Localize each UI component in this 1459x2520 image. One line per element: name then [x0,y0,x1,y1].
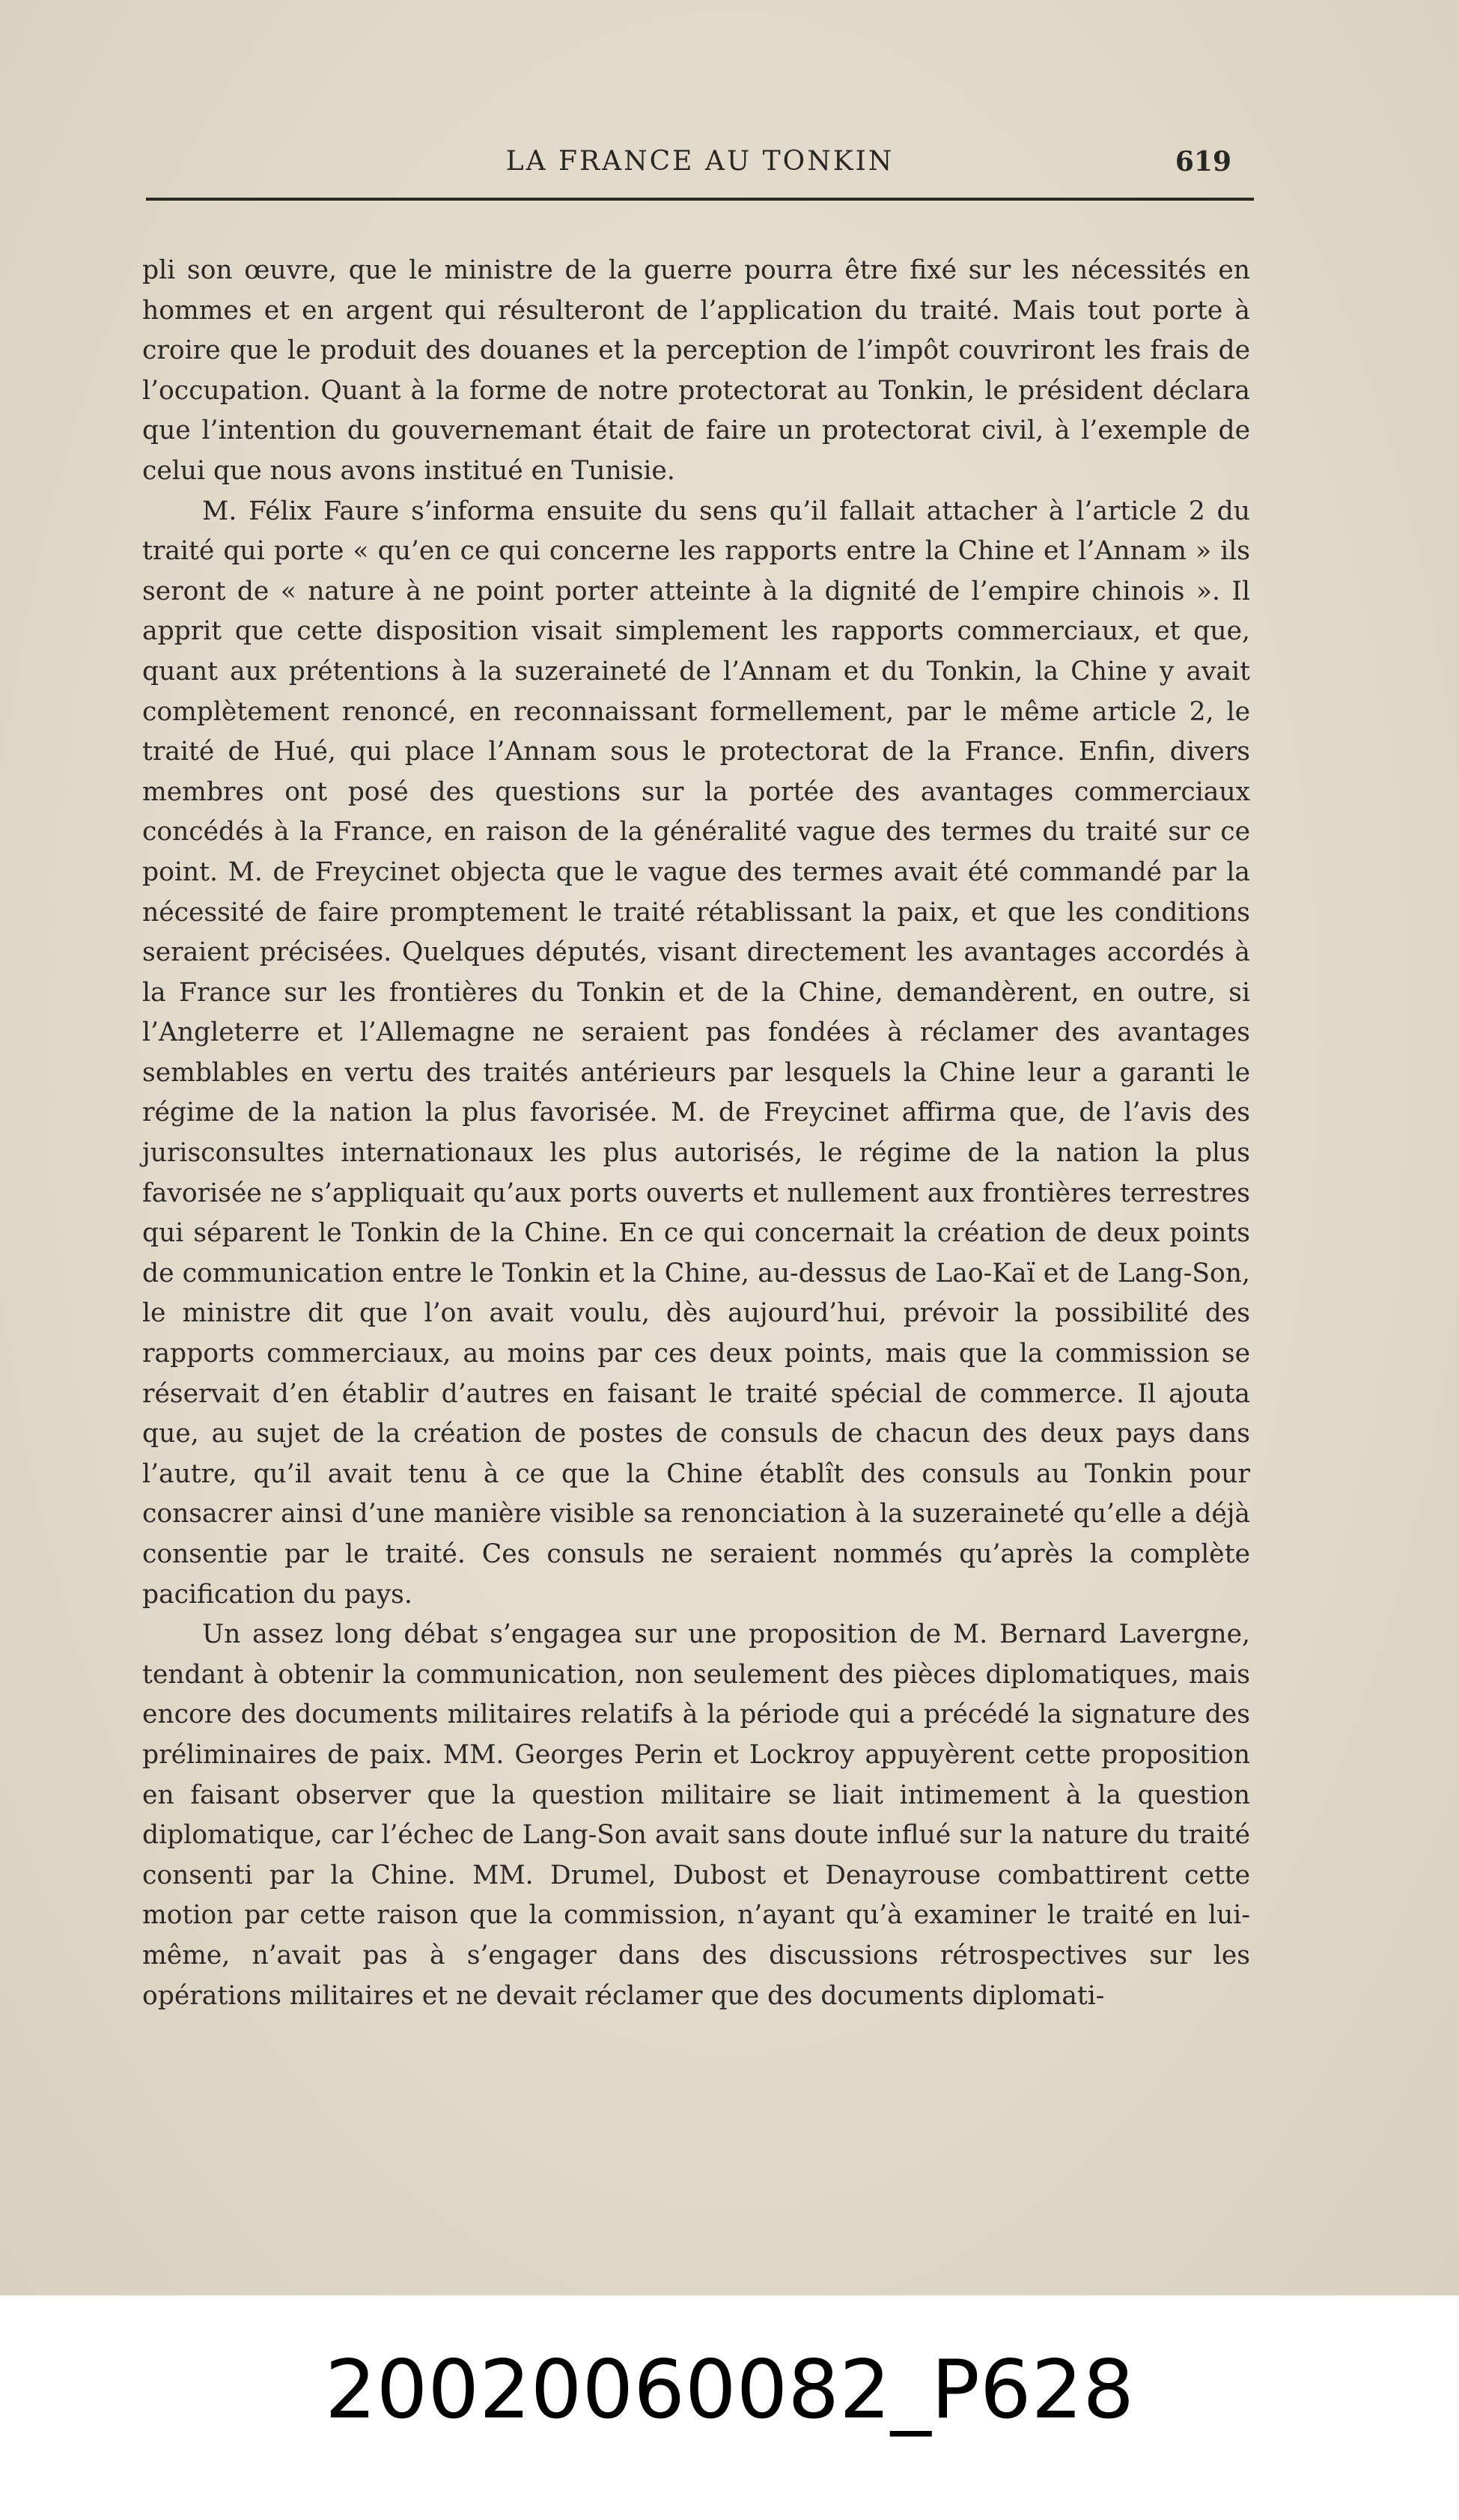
archive-id-label: 20020060082_P628 [324,2343,1135,2437]
header-rule [146,198,1254,201]
paragraph-debat: Un assez long débat s’engagea sur une proposition de M. Bernard Lavergne, tendant à obtenir la communication, non seulement des pièces diplomatiques, mais encore des documents militaires relatifs à la période qui a précédé la signature des préliminaires de paix. MM. Georges Perin et Lockroy appuyèrent cette proposition en faisant observer que la question militaire se liait intimement à la question diplomatique, car l’échec de Lang-Son avait sans doute influé sur la nature du traité consenti par la Chine. MM. Drumel, Dubost et Denayrouse combattirent cette motion par cette raison que la commission, n’ayant qu’à examiner le traité en lui-même, n’avait pas à s’engager dans des discussions rétrospectives sur les opérations militaires et ne devait réclamer que des documents diplomati- [142,1619,1250,2011]
running-title: LA FRANCE AU TONKIN [505,146,895,177]
body-text [142,251,1250,2016]
paragraph-continuation: pli son œuvre, que le ministre de la guerre pourra être fixé sur les nécessités en hommes et en argent qui résulteront de l’application du traité. Mais tout porte à croire que le produit des douanes et la perception de l’impôt couvriront les frais de l’occupation. Quant à la forme de notre protectorat au Tonkin, le président déclara que l’intention du gouvernemant était de faire un protectorat civil, à l’exemple de celui que nous avons institué en Tunisie. [142,255,1250,486]
page-number: 619 [1175,146,1231,177]
running-head [146,139,1254,184]
paragraph-felix-faure: M. Félix Faure s’informa ensuite du sens qu’il fallait attacher à l’article 2 du traité qui porte « qu’en ce qui concerne les rapports entre la Chine et l’Annam » ils seront de « nature à ne point porter atteinte à la dignité de l’empire chinois ». Il apprit que cette disposition visait simplement les rapports commerciaux, et que, quant aux prétentions à la suzeraineté de l’Annam et du Tonkin, la Chine y avait complètement renoncé, en reconnaissant formellement, par le même article 2, le traité de Hué, qui place l’Annam sous le protectorat de la France. Enfin, divers membres ont posé des questions sur la portée des avantages commerciaux concédés à la France, en raison de la généralité vague des termes du traité sur ce point. M. de Freycinet objecta que le vague des termes avait été commandé par la nécessité de faire promptement le traité rétablissant la paix, et que les conditions seraient précisées. Quelques députés, visant directement les avantages accordés à la France sur les frontières du Tonkin et de la Chine, demandèrent, en outre, si l’Angleterre et l’Allemagne ne seraient pas fondées à réclamer des avantages semblables en vertu des traités antérieurs par lesquels la Chine leur a garanti le régime de la nation la plus favorisée. M. de Freycinet affirma que, de l’avis des jurisconsultes internationaux les plus autorisés, le régime de la nation la plus favorisée ne s’appliquait qu’aux ports ouverts et nullement aux frontières terrestres qui séparent le Tonkin de la Chine. En ce qui concernait la création de deux points de communication entre le Tonkin et la Chine, au-dessus de Lao-Kaï et de Lang-Son, le ministre dit que l’on avait voulu, dès aujourd’hui, prévoir la possibilité des rapports commerciaux, au moins par ces deux points, mais que la commission se réservait d’en établir d’autres en faisant le traité spécial de commerce. Il ajouta que, au sujet de la création de postes de consuls de chacun des deux pays dans l’autre, qu’il avait tenu à ce que la Chine établît des consuls au Tonkin pour consacrer ainsi d’une manière visible sa renonciation à la suzeraineté qu’elle a déjà consentie par le traité. Ces consuls ne seraient nommés qu’après la complète pacification du pays. [142,496,1250,1610]
